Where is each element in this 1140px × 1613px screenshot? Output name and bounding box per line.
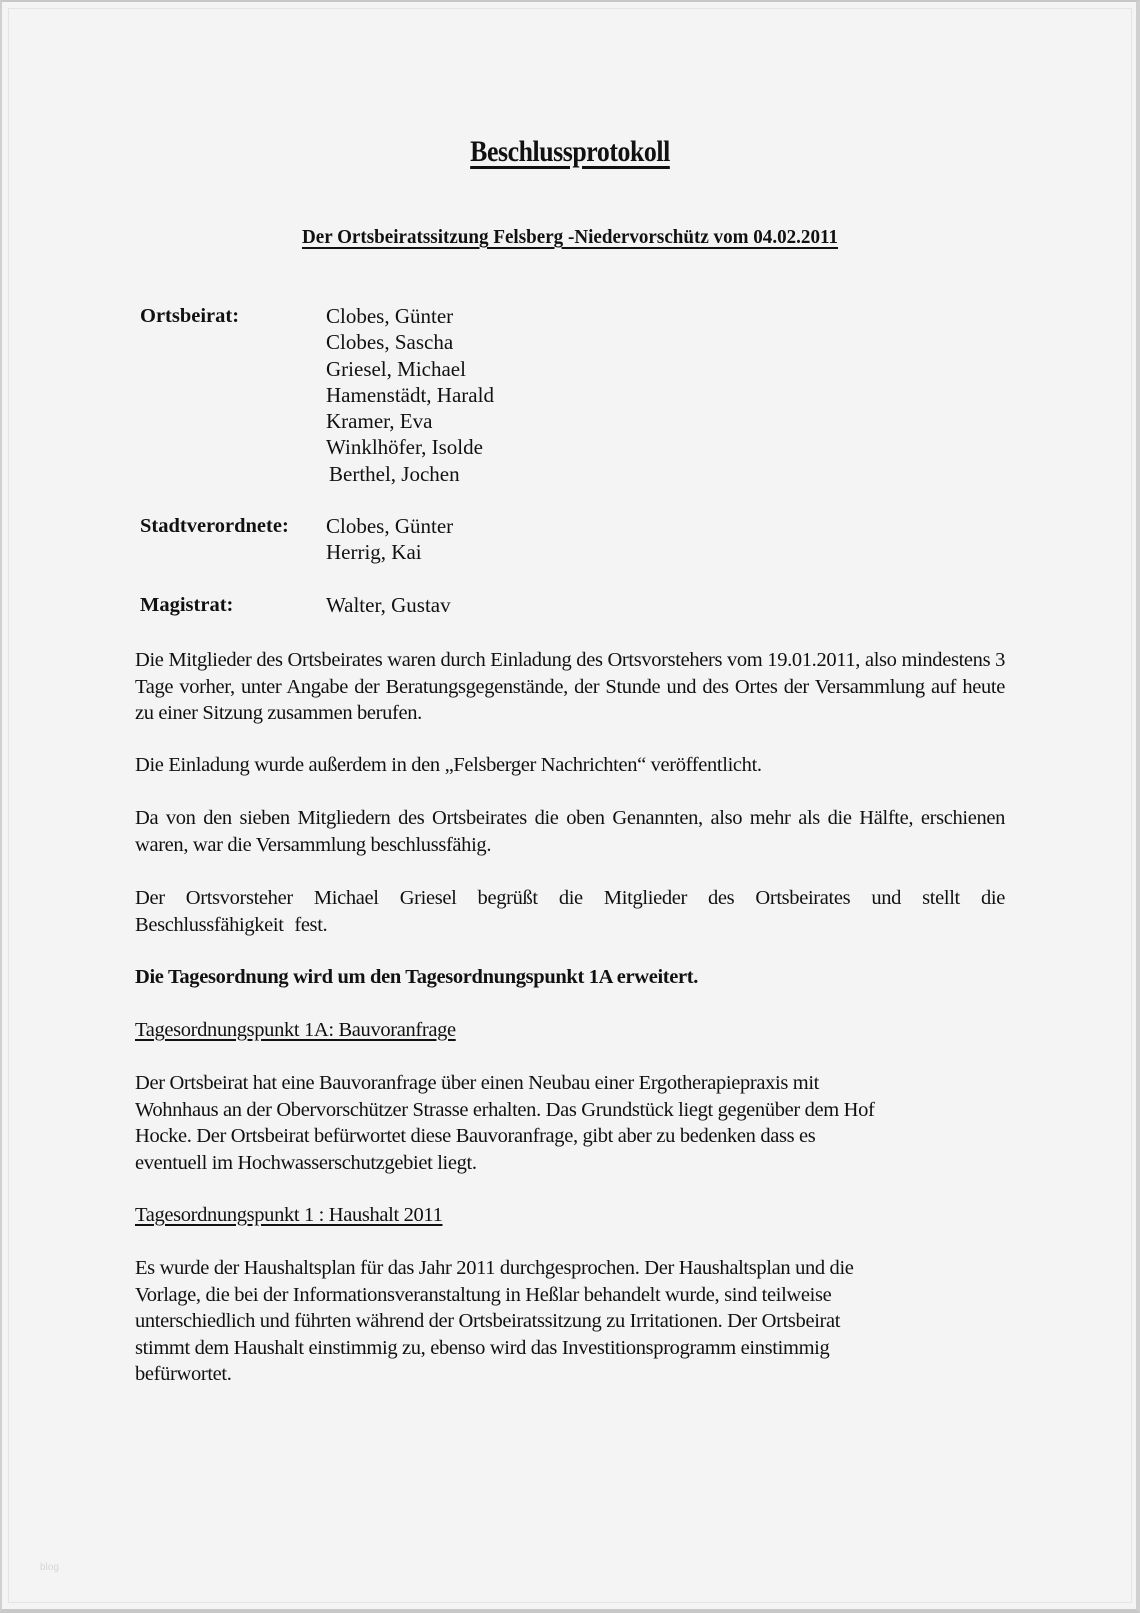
document-title: Beschlussprotokoll [470, 135, 670, 168]
attendee-name: Clobes, Günter [326, 514, 454, 539]
agenda-item-heading: Tagesordnungspunkt 1 : Haushalt 2011 [135, 1204, 443, 1226]
attendee-name: Winklhöfer, Isolde [326, 435, 483, 460]
attendee-names [326, 513, 453, 566]
agenda-item-line: eventuell im Hochwasserschutzgebiet liegt. [135, 1151, 477, 1174]
paragraph-greeting [135, 885, 1005, 938]
paragraph-text: Die Mitglieder des Ortsbeirates waren durch Einladung des Ortsvorstehers vom 19.01.2011, also mindestens 3 Tage vorher, unter Angabe der Beratungsgegenstände, der Stunde und des Ortes der Versammlung auf heute zu einer Sitzung zusammen berufen. [135, 649, 1005, 724]
agenda-item-line: Hocke. Der Ortsbeirat befürwortet diese Bauvoranfrage, gibt aber zu bedenken dass es [135, 1125, 816, 1147]
paragraph-quorum [135, 805, 1005, 858]
agenda-item-line: Wohnhaus an der Obervorschützer Strasse erhalten. Das Grundstück liegt gegenüber dem Hof [135, 1098, 875, 1121]
attendee-name: Berthel, Jochen [329, 461, 460, 486]
agenda-item-1 [135, 1202, 1005, 1229]
agenda-item-line: Vorlage, die bei der Informationsveranstaltung in Heßlar behandelt wurde, sind teilweise [135, 1283, 832, 1306]
attendee-group-ortsbeirat [140, 303, 494, 487]
agenda-item-1-body [135, 1255, 1005, 1388]
agenda-item-line: unterschiedlich und führten während der Ortsbeiratssitzung zu Irritationen. Der Ortsbeirat [135, 1310, 841, 1332]
agenda-item-line: befürwortet. [135, 1363, 232, 1385]
attendee-list [140, 303, 494, 644]
attendee-group-stadtverordnete [140, 513, 494, 566]
agenda-item-line: Es wurde der Haushaltsplan für das Jahr 2011 durchgesprochen. Der Haushaltsplan und die [135, 1257, 854, 1279]
paragraph-text: Da von den sieben Mitgliedern des Ortsbeirates die oben Genannten, also mehr als die Hälfte, erschienen waren, war die Versammlung beschlussfähig. [135, 807, 1005, 856]
paragraph-text: Der Ortsvorsteher Michael Griesel begrüßt die Mitglieder des Ortsbeirates und stellt die Beschlussfähigkeit fest. [135, 887, 1005, 936]
agenda-item-line: Der Ortsbeirat hat eine Bauvoranfrage über einen Neubau einer Ergotherapiepraxis mit [135, 1072, 820, 1094]
attendee-name: Clobes, Günter [326, 304, 454, 328]
attendee-name: Clobes, Sascha [326, 330, 454, 355]
attendee-name: Hamenstädt, Harald [326, 382, 494, 407]
agenda-item-line: stimmt dem Haushalt einstimmig zu, ebenso wird das Investitionsprogramm einstimmig [135, 1336, 830, 1359]
attendee-name: Herrig, Kai [326, 540, 422, 565]
attendee-name: Griesel, Michael [326, 356, 466, 381]
watermark: blog [40, 1562, 59, 1573]
agenda-item-1a [135, 1017, 1005, 1044]
attendee-names [326, 592, 451, 618]
attendee-name: Walter, Gustav [326, 592, 451, 617]
agenda-item-1a-body [135, 1070, 1005, 1176]
attendee-group-label: Stadtverordnete: [140, 515, 289, 538]
paragraph-text: Die Tagesordnung wird um den Tagesordnungspunkt 1A erweitert. [135, 966, 699, 988]
attendee-names [326, 303, 494, 487]
attendee-name: Kramer, Eva [326, 409, 433, 434]
attendee-group-magistrat [140, 592, 494, 618]
paragraph-agenda-extended [135, 964, 1005, 991]
paragraph-invitation [135, 647, 1005, 727]
attendee-group-label: Magistrat: [140, 593, 234, 616]
document-subtitle: Der Ortsbeiratssitzung Felsberg -Niedervorschütz vom 04.02.2011 [301, 226, 839, 248]
paragraph-text: Die Einladung wurde außerdem in den „Felsberger Nachrichten“ veröffentlicht. [135, 754, 762, 776]
agenda-item-heading: Tagesordnungspunkt 1A: Bauvoranfrage [135, 1019, 456, 1041]
attendee-group-label: Ortsbeirat: [140, 305, 240, 327]
paragraph-publication [135, 752, 1005, 779]
